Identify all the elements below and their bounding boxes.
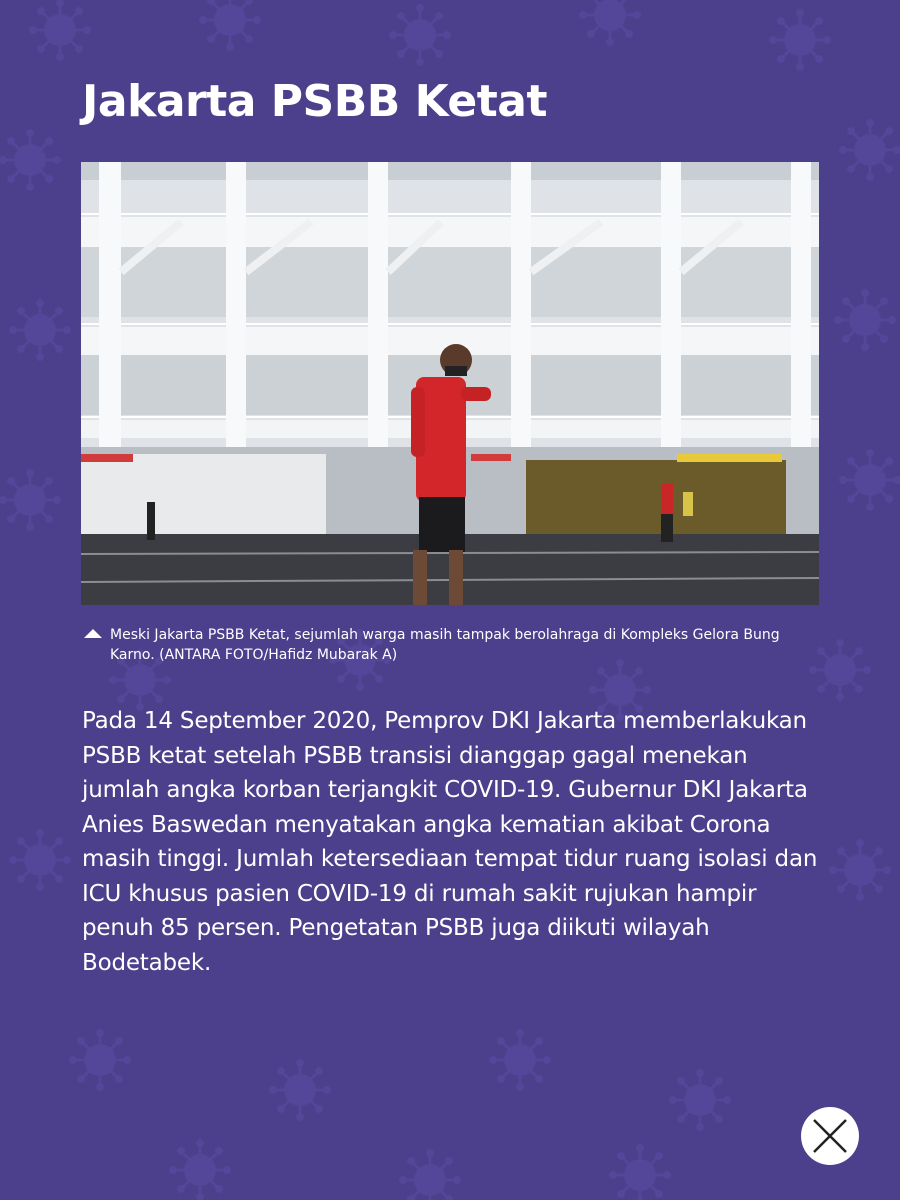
close-icon — [801, 1107, 859, 1165]
triangle-up-icon — [84, 629, 102, 638]
article-body: Pada 14 September 2020, Pemprov DKI Jakarta memberlakukan PSBB ketat setelah PSBB transisi dianggap gagal menekan jumlah angka korban terjangkit COVID-19. Gubernur DKI Jakarta Anies Baswedan menyatakan angka kematian akibat Corona masih tinggi. Jumlah ketersediaan tempat tidur ruang isolasi dan ICU khusus pasien COVID-19 di rumah sakit rujukan hampir penuh 85 persen. Pengetatan PSBB juga diikuti wilayah Bodetabek. — [82, 708, 818, 976]
photo-caption: Meski Jakarta PSBB Ketat, sejumlah warga masih tampak berolahraga di Kompleks Gelora Bung Karno. (ANTARA FOTO/Hafidz Mubarak A) — [110, 627, 780, 663]
close-button[interactable] — [801, 1107, 859, 1165]
stadium-photo — [81, 162, 819, 605]
page-title: Jakarta PSBB Ketat — [82, 76, 548, 127]
